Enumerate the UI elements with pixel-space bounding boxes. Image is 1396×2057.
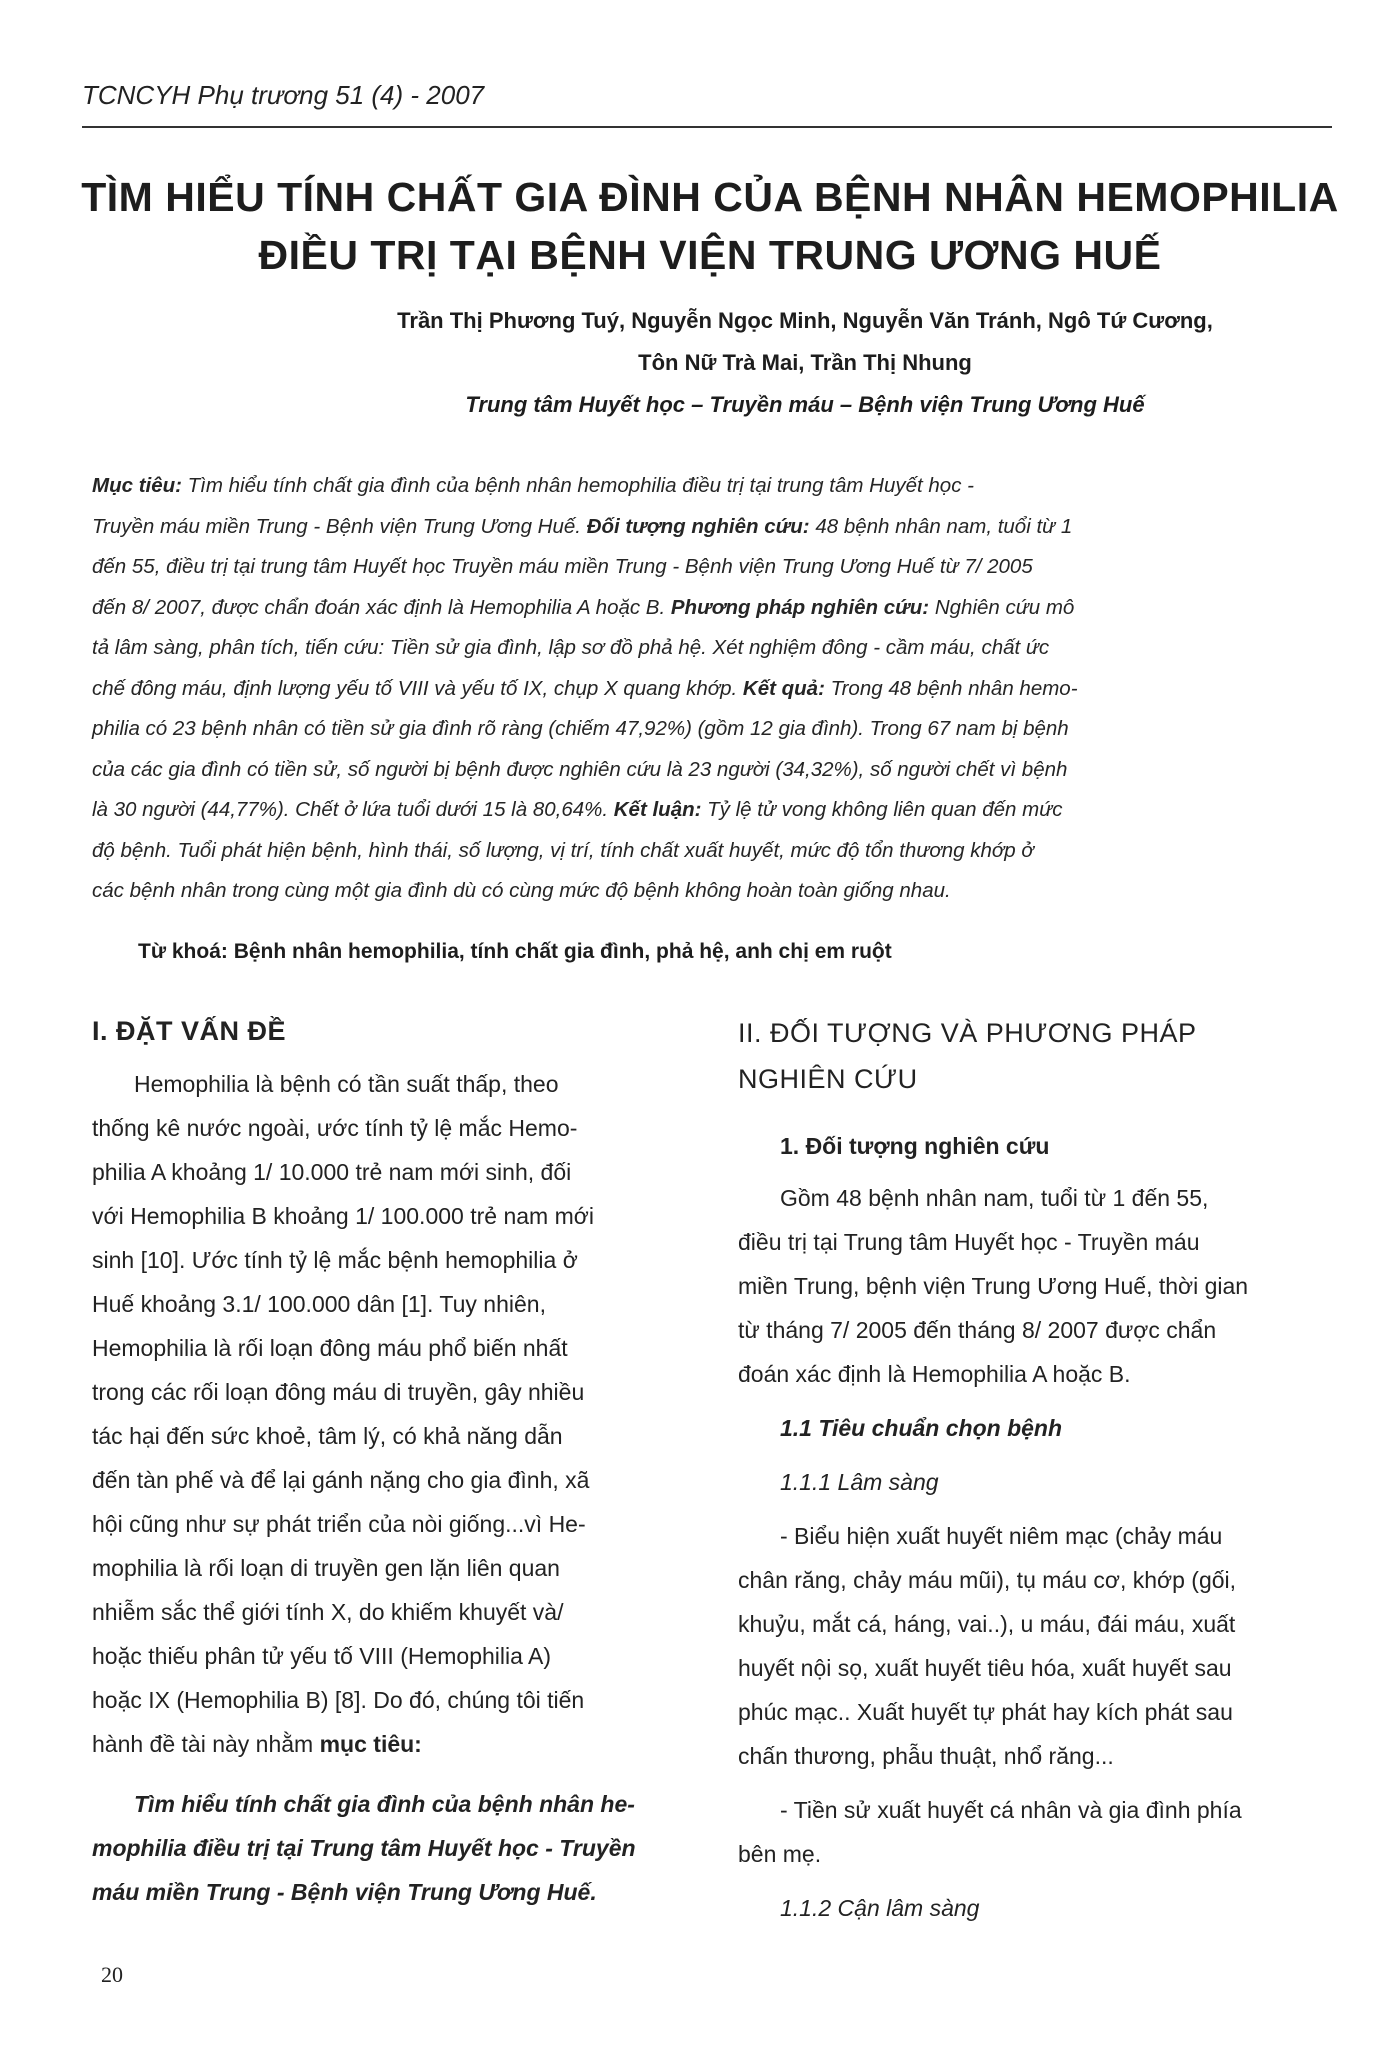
body-line: chân răng, chảy máu mũi), tụ máu cơ, khớp (gối, — [738, 1567, 1237, 1593]
body-line: Hemophilia là bệnh có tần suất thấp, theo — [134, 1071, 559, 1097]
body-line: sinh [10]. Ước tính tỷ lệ mắc bệnh hemophilia ở — [92, 1247, 578, 1273]
body-line: mophilia là rối loạn di truyền gen lặn liên quan — [92, 1555, 560, 1581]
body-line: trong các rối loạn đông máu di truyền, gây nhiều — [92, 1379, 585, 1405]
article-title — [80, 168, 1340, 284]
body-line: hoặc IX (Hemophilia B) [8]. Do đó, chúng tôi tiến — [92, 1687, 585, 1713]
body-line: Hemophilia là rối loạn đông máu phổ biến nhất — [92, 1335, 568, 1361]
abstract-line: chế đông máu, định lượng yếu tố VIII và yếu tố IX, chụp X quang khớp. Kết quả: Trong 48 bệnh nhân hemo- — [92, 676, 1078, 700]
body-line: phúc mạc.. Xuất huyết tự phát hay kích phát sau — [738, 1699, 1233, 1725]
objective-line: Tìm hiểu tính chất gia đình của bệnh nhân he- — [134, 1791, 635, 1817]
body-line: với Hemophilia B khoảng 1/ 100.000 trẻ nam mới — [92, 1203, 594, 1229]
body-line: miền Trung, bệnh viện Trung Ương Huế, thời gian — [738, 1273, 1249, 1299]
subjects-label: Đối tượng nghiên cứu: — [586, 514, 810, 538]
abstract-line: là 30 người (44,77%). Chết ở lứa tuổi dưới 15 là 80,64%. Kết luận: Tỷ lệ tử vong không liên quan đến mức — [92, 798, 1063, 821]
keywords: Từ khoá: Bệnh nhân hemophilia, tính chất gia đình, phả hệ, anh chị em ruột — [138, 940, 892, 963]
objective-label: Mục tiêu: — [92, 474, 182, 497]
body-line: nhiễm sắc thể giới tính X, do khiếm khuyết và/ — [92, 1599, 564, 1625]
body-line: Huế khoảng 3.1/ 100.000 dân [1]. Tuy nhiên, — [92, 1291, 546, 1317]
body-line: thống kê nước ngoài, ước tính tỷ lệ mắc Hemo- — [92, 1115, 578, 1141]
abstract-line: đến 55, điều trị tại trung tâm Huyết học Truyền máu miền Trung - Bệnh viện Trung Ương Huế từ 7/ 2005 — [92, 555, 1033, 578]
body-line: tác hại đến sức khoẻ, tâm lý, có khả năng dẫn — [92, 1423, 563, 1449]
abstract-line: tả lâm sàng, phân tích, tiến cứu: Tiền sử gia đình, lập sơ đồ phả hệ. Xét nghiệm đông - cầm máu, chất ức — [92, 636, 1050, 659]
section-2-heading-cont: NGHIÊN CỨU — [738, 1064, 918, 1094]
objective-line: mophilia điều trị tại Trung tâm Huyết học - Truyền — [92, 1835, 636, 1861]
affiliation: Trung tâm Huyết học – Truyền máu – Bệnh viện Trung Ương Huế — [465, 392, 1145, 417]
subsection-1-1-heading: 1.1 Tiêu chuẩn chọn bệnh — [780, 1415, 1063, 1441]
body-line: philia A khoảng 1/ 10.000 trẻ nam mới sinh, đối — [92, 1159, 572, 1185]
body-line: điều trị tại Trung tâm Huyết học - Truyền máu — [738, 1229, 1200, 1255]
abstract — [92, 466, 1317, 912]
objective-term: mục tiêu: — [319, 1731, 422, 1757]
abstract-line: của các gia đình có tiền sử, số người bị bệnh được nghiên cứu là 23 người (34,32%), số người chết vì bệnh — [92, 757, 1068, 781]
abstract-line: đến 8/ 2007, được chẩn đoán xác định là Hemophilia A hoặc B. Phương pháp nghiên cứu: Nghiên cứu mô — [92, 595, 1075, 619]
title-line-1: TÌM HIỂU TÍNH CHẤT GIA ĐÌNH CỦA BỆNH NHÂN HEMOPHILIA — [81, 174, 1339, 220]
title-line-2: ĐIỀU TRỊ TẠI BỆNH VIỆN TRUNG ƯƠNG HUẾ — [258, 232, 1162, 278]
body-line: khuỷu, mắt cá, háng, vai..), u máu, đái máu, xuất — [738, 1611, 1236, 1637]
results-label: Kết quả: — [742, 676, 825, 700]
abstract-line: các bệnh nhân trong cùng một gia đình dù có cùng mức độ bệnh không hoàn toàn giống nhau. — [92, 879, 951, 902]
section-1-heading: I. ĐẶT VẤN ĐỀ — [92, 1016, 287, 1046]
abstract-line: độ bệnh. Tuổi phát hiện bệnh, hình thái, số lượng, vị trí, tính chất xuất huyết, mức độ tổn thương khớp ở — [92, 838, 1034, 862]
subsection-1-heading: 1. Đối tượng nghiên cứu — [780, 1133, 1050, 1159]
conclusion-label: Kết luận: — [613, 798, 702, 821]
authors-line-1: Trần Thị Phương Tuý, Nguyễn Ngọc Minh, Nguyễn Văn Tránh, Ngô Tứ Cương, — [397, 308, 1213, 333]
body-line: chấn thương, phẫu thuật, nhổ răng... — [738, 1743, 1114, 1769]
body-line: đoán xác định là Hemophilia A hoặc B. — [738, 1361, 1131, 1387]
body-line: từ tháng 7/ 2005 đến tháng 8/ 2007 được chẩn — [738, 1317, 1217, 1343]
abstract-line: philia có 23 bệnh nhân có tiền sử gia đình rõ ràng (chiếm 47,92%) (gồm 12 gia đình). Trong 67 nam bị bệnh — [92, 717, 1069, 740]
author-block — [300, 300, 1310, 426]
body-line: hoặc thiếu phân tử yếu tố VIII (Hemophilia A) — [92, 1643, 552, 1669]
journal-header: TCNCYH Phụ trương 51 (4) - 2007 — [82, 80, 485, 110]
page-number: 20 — [101, 1962, 123, 1987]
left-column — [92, 1000, 682, 1914]
authors-line-2: Tôn Nữ Trà Mai, Trần Thị Nhung — [638, 350, 972, 375]
body-line: huyết nội sọ, xuất huyết tiêu hóa, xuất huyết sau — [738, 1655, 1232, 1681]
study-objective — [92, 1782, 682, 1914]
body-line: đến tàn phế và để lại gánh nặng cho gia đình, xã — [92, 1467, 590, 1493]
methods-label: Phương pháp nghiên cứu: — [670, 595, 930, 619]
objective-line: máu miền Trung - Bệnh viện Trung Ương Huế. — [92, 1879, 597, 1905]
subsection-1-1-1-heading: 1.1.1 Lâm sàng — [780, 1469, 939, 1495]
body-line: - Tiền sử xuất huyết cá nhân và gia đình phía — [780, 1797, 1242, 1823]
header-rule — [82, 126, 1332, 128]
right-column — [738, 1000, 1323, 1940]
body-line: bên mẹ. — [738, 1841, 822, 1867]
body-line: hành đề tài này nhằm mục tiêu: — [92, 1731, 422, 1757]
subsection-1-1-2-heading: 1.1.2 Cận lâm sàng — [780, 1895, 980, 1921]
body-line: hội cũng như sự phát triển của nòi giống...vì He- — [92, 1511, 586, 1537]
section-2-heading: II. ĐỐI TƯỢNG VÀ PHƯƠNG PHÁP — [738, 1018, 1197, 1048]
abstract-line: Mục tiêu: Tìm hiểu tính chất gia đình của bệnh nhân hemophilia điều trị tại trung tâm Huyết học - — [92, 474, 974, 497]
abstract-line: Truyền máu miền Trung - Bệnh viện Trung Ương Huế. Đối tượng nghiên cứu: 48 bệnh nhân nam, tuổi từ 1 — [92, 514, 1073, 538]
body-line: Gồm 48 bệnh nhân nam, tuổi từ 1 đến 55, — [780, 1185, 1209, 1211]
body-line: - Biểu hiện xuất huyết niêm mạc (chảy máu — [780, 1523, 1223, 1549]
